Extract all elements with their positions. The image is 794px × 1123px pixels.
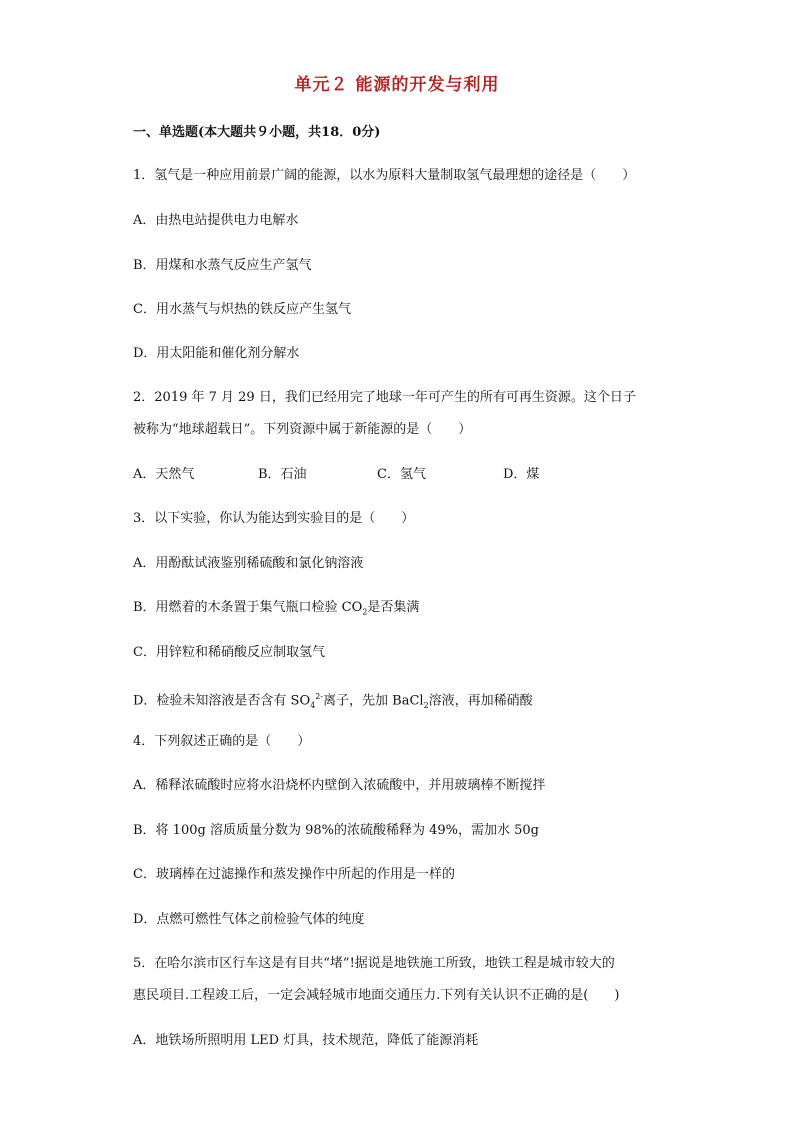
question-1-option-a: A．由热电站提供电力电解水 [133,213,299,228]
page-title: 单元２ 能源的开发与利用 [294,75,500,95]
question-3-option-b-text-end: 是否集满 [367,600,420,615]
question-3-option-c: C．用锌粒和稀硝酸反应制取氢气 [133,645,325,660]
question-1-option-d: D．用太阳能和催化剂分解水 [133,346,300,361]
question-5-stem-line-1: 5．在哈尔滨市区行车这是有目共“堵”!据说是地铁施工所致，地铁工程是城市较大的 [133,956,615,971]
question-2-option-b: B．石油 [258,467,307,482]
question-1-option-c: C．用水蒸气与炽热的铁反应产生氢气 [133,302,351,317]
question-3-option-d-text: D．检验未知溶液是否含有 SO [133,693,311,709]
question-4-option-a: A．稀释浓硫酸时应将水沿烧杯内壁倒入浓硫酸中，并用玻璃棒不断搅拌 [133,778,546,793]
question-2-option-c: C．氢气 [377,467,426,482]
question-1-stem: 1．氢气是一种应用前景广阔的能源，以水为原料大量制取氢气最理想的途径是（ ） [133,168,636,183]
question-3-option-d [133,688,673,715]
superscript: 2- [315,692,324,701]
question-4-option-c: C．玻璃棒在过滤操作和蒸发操作中所起的作用是一样的 [133,867,455,882]
question-3-option-d-text-end: 溶液，再加稀硝酸 [428,693,533,709]
question-5-stem-line-2: 惠民项目.工程竣工后，一定会减轻城市地面交通压力.下列有关认识不正确的是( ) [133,988,620,1003]
question-3-stem: 3．以下实验，你认为能达到实验目的是（ ） [133,511,415,526]
question-1-option-b: B．用煤和水蒸气反应生产氢气 [133,258,312,273]
question-2-option-d: D．煤 [503,467,540,482]
question-2-stem-line-2: 被称为“地球超载日”。下列资源中属于新能源的是（ ） [133,422,472,437]
question-3-option-b [133,599,673,622]
question-3-option-b-text: B．用燃着的木条置于集气瓶口检验 CO [133,600,363,615]
question-4-stem: 4．下列叙述正确的是（ ） [133,734,311,749]
section-heading: 一、单选题(本大题共９小题，共18．0分) [133,125,381,140]
question-5-option-a: A．地铁场所照明用 LED 灯具，技术规范，降低了能源消耗 [133,1033,479,1048]
subscript: 2 [362,607,368,617]
question-3-option-a: A．用酚酞试液鉴别稀硫酸和氯化钠溶液 [133,556,364,571]
question-3-option-d-text-mid: 离子，先加 BaCl [323,693,424,709]
subscript: 2 [423,700,429,710]
question-4-option-d: D．点燃可燃性气体之前检验气体的纯度 [133,912,365,927]
question-2-stem-line-1: 2．2019 年 7 月 29 日，我们已经用完了地球一年可产生的所有可再生资源。这个日子 [133,390,636,405]
question-2-option-a: A．天然气 [133,467,195,482]
subscript: 4 [310,700,316,710]
question-4-option-b: B．将 100g 溶质质量分数为 98%的浓硫酸稀释为 49%，需加水 50g [133,823,540,838]
